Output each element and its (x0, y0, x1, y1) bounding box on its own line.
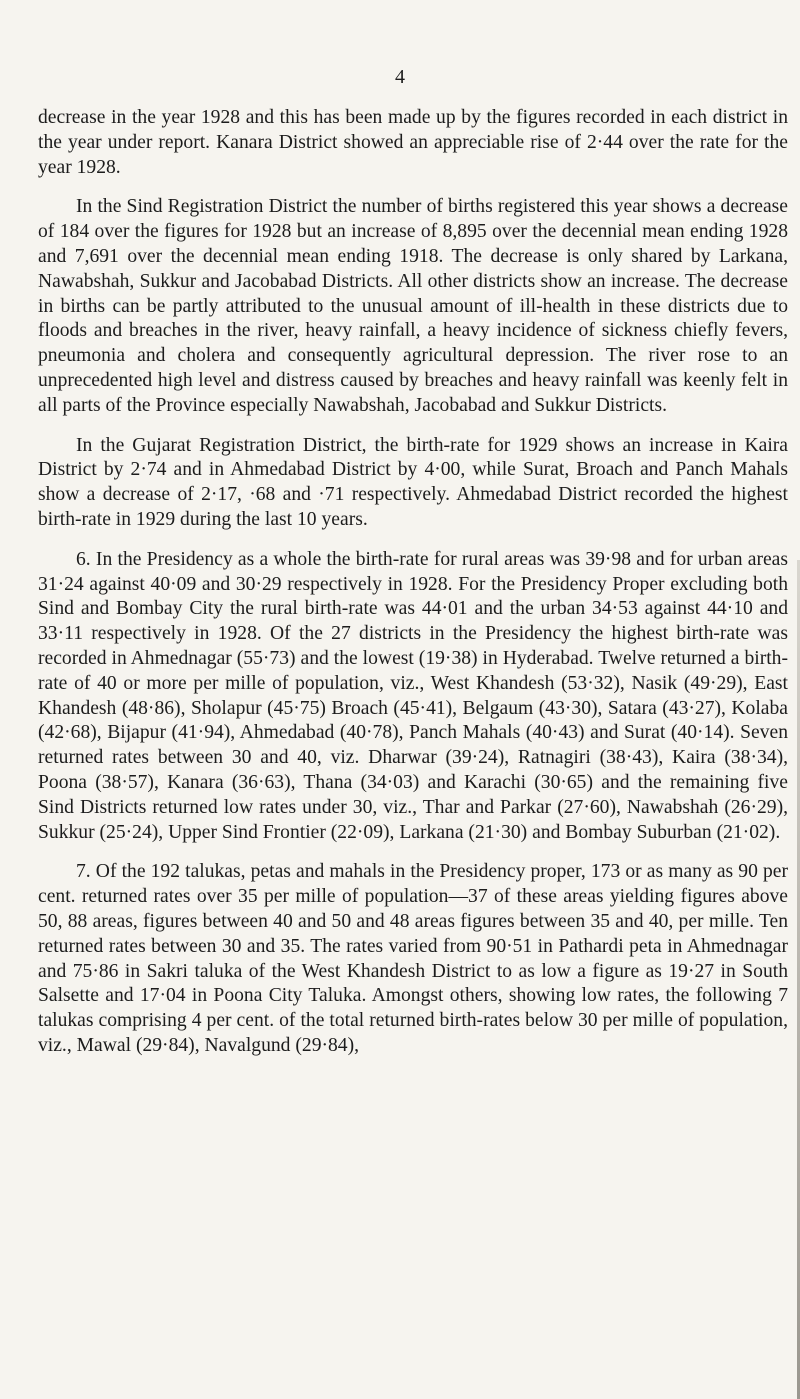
paragraph-continuation: decrease in the year 1928 and this has been made up by the figures recorded in each district in the year under report. Kanara District showed an appreciable rise of 2·44 over the rate for the year 1928. (38, 107, 788, 178)
paragraph-section-6: 6. In the Presidency as a whole the birth-rate for rural areas was 39·98 and for urban areas 31·24 against 40·09 and 30·29 respectively in 1928. For the Presidency Proper excluding both Sind and Bombay City the rural birth-rate was 44·01 and the urban 34·53 against 44·10 and 33·11 respectively in 1928. Of the 27 districts in the Presidency the highest birth-rate was recorded in Ahmednagar (55·73) and the lowest (19·38) in Hyderabad. Twelve returned a birth-rate of 40 or more per mille of population, viz., West Khandesh (53·32), Nasik (49·29), East Khandesh (48·86), Sholapur (45·75) Broach (45·41), Belgaum (43·30), Satara (43·27), Kolaba (42·68), Bijapur (41·94), Ahmedabad (40·78), Panch Mahals (40·43) and Surat (40·14). Seven returned rates between 30 and 40, viz. Dharwar (39·24), Ratnagiri (38·43), Kaira (38·34), Poona (38·57), Kanara (36·63), Thana (34·03) and Karachi (30·65) and the remaining five Sind Districts returned low rates under 30, viz., Thar and Parkar (27·60), Nawabshah (26·29), Sukkur (25·24), Upper Sind Frontier (22·09), Larkana (21·30) and Bombay Suburban (21·02). (38, 548, 788, 843)
paragraph-sind: In the Sind Registration District the number of births registered this year shows a decrease of 184 over the figures for 1928 but an increase of 8,895 over the decennial mean ending 1928 and 7,691 over the decennial mean ending 1918. The decrease is only shared by Larkana, Nawabshah, Sukkur and Jacobabad Districts. All other districts show an increase. The decrease in births can be partly attributed to the unusual amount of ill-health in these districts due to floods and breaches in the river, heavy rainfall, a heavy incidence of sickness chiefly fevers, pneumonia and cholera and consequently agricultural depression. The river rose to an unprecedented high level and distress caused by breaches and heavy rainfall was keenly felt in all parts of the Province especially Nawabshah, Jacobabad and Sukkur Districts. (38, 196, 788, 416)
page-number: 4 (395, 66, 405, 88)
body-text (38, 106, 788, 1074)
paragraph-gujarat: In the Gujarat Registration District, the birth-rate for 1929 shows an increase in Kaira District by 2·74 and in Ahmedabad District by 4·00, while Surat, Broach and Panch Mahals show a decrease of 2·17, ·68 and ·71 respectively. Ahmedabad District recorded the highest birth-rate in 1929 during the last 10 years. (38, 434, 788, 530)
paragraph-section-7: 7. Of the 192 talukas, petas and mahals in the Presidency proper, 173 or as many as 90 per cent. returned rates over 35 per mille of population—37 of these areas yielding figures above 50, 88 areas, figures between 40 and 50 and 48 areas figures between 35 and 40, per mille. Ten returned rates between 30 and 35. The rates varied from 90·51 in Pathardi peta in Ahmednagar and 75·86 in Sakri taluka of the West Khandesh District to as low a figure as 19·27 in South Salsette and 17·04 in Poona City Taluka. Amongst others, showing low rates, the following 7 talukas comprising 4 per cent. of the total returned birth-rates below 30 per mille of population, viz., Mawal (29·84), Navalgund (29·84), (38, 861, 788, 1056)
